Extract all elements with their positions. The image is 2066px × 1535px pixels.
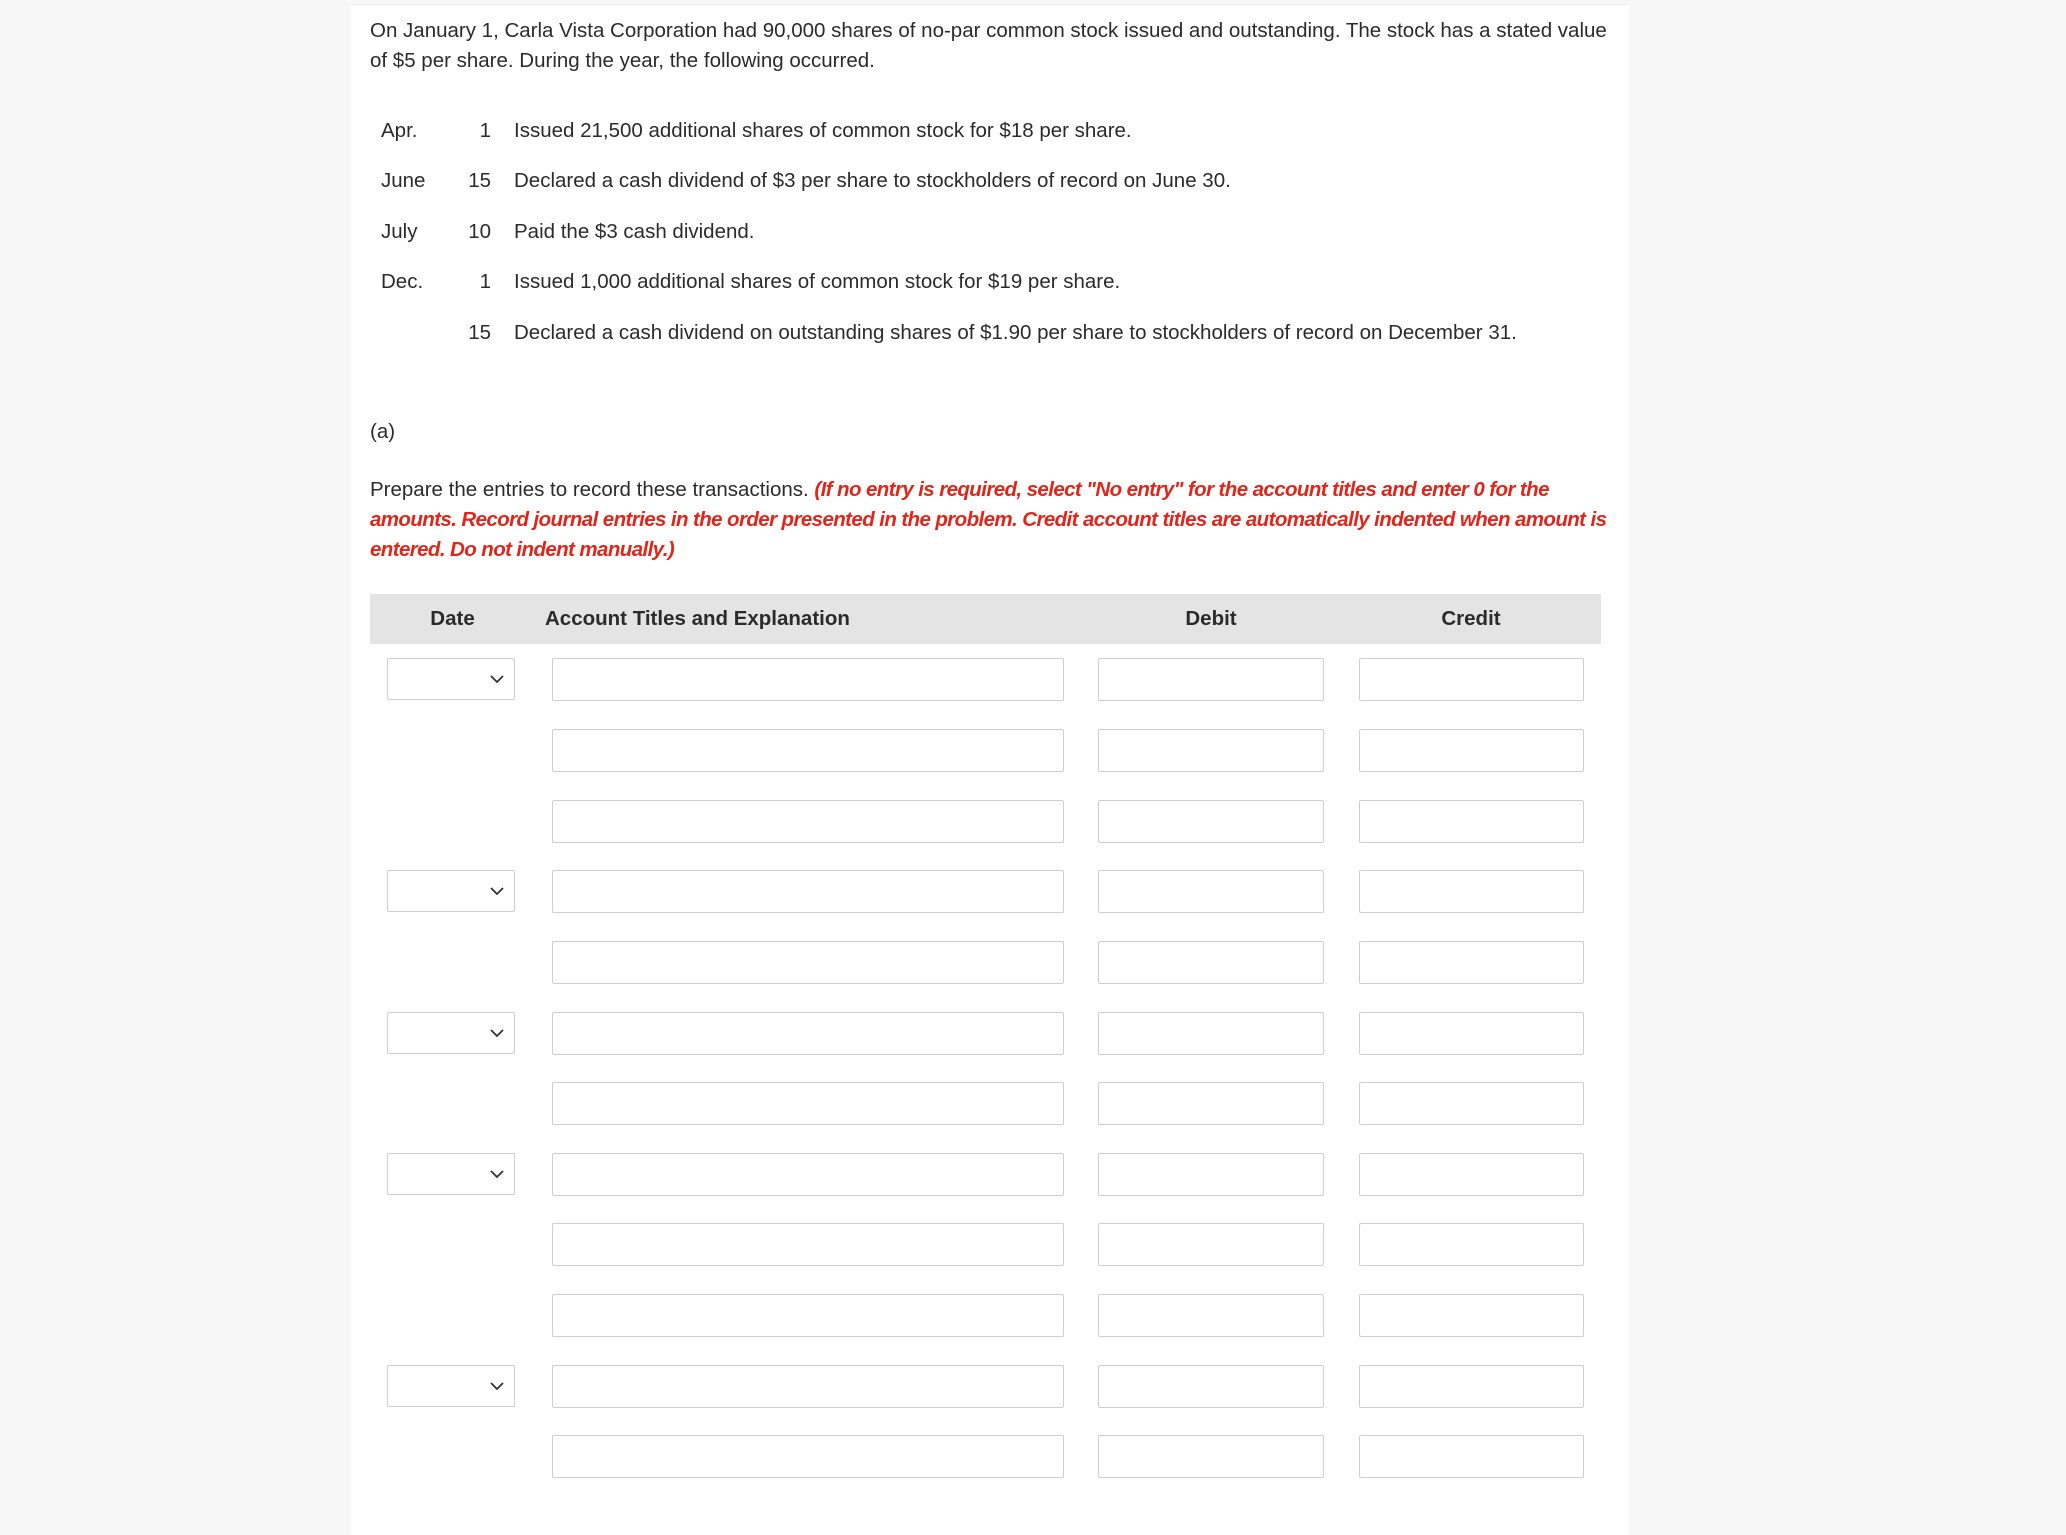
journal-row bbox=[370, 1294, 1601, 1338]
transaction-description: Paid the $3 cash dividend. bbox=[514, 220, 755, 243]
transaction-row bbox=[381, 217, 1621, 247]
journal-row bbox=[370, 1435, 1601, 1479]
credit-input[interactable] bbox=[1359, 941, 1584, 984]
account-title-input[interactable] bbox=[552, 1223, 1064, 1266]
journal-header bbox=[370, 594, 1601, 644]
credit-input[interactable] bbox=[1359, 1153, 1584, 1196]
instruction-note: (If no entry is required, select "No entry" for the account titles and enter 0 for the amounts. Record journal entries in the order presented in the problem. Credit account titles are automatically indented when amount is entered. Do not indent manually.) bbox=[370, 478, 1607, 561]
credit-input[interactable] bbox=[1359, 729, 1584, 772]
transaction-day: 1 bbox=[479, 270, 491, 293]
transaction-day: 10 bbox=[468, 220, 491, 243]
date-select[interactable] bbox=[387, 1153, 515, 1195]
chevron-down-icon bbox=[488, 882, 506, 900]
debit-input[interactable] bbox=[1098, 1365, 1324, 1408]
debit-input[interactable] bbox=[1098, 1435, 1324, 1478]
transaction-day: 15 bbox=[468, 169, 491, 192]
account-title-input[interactable] bbox=[552, 870, 1064, 913]
account-title-input[interactable] bbox=[552, 1294, 1064, 1337]
chevron-down-icon bbox=[488, 1377, 506, 1395]
journal-row bbox=[370, 1365, 1601, 1409]
credit-input[interactable] bbox=[1359, 1435, 1584, 1478]
chevron-down-icon bbox=[488, 1165, 506, 1183]
debit-input[interactable] bbox=[1098, 870, 1324, 913]
credit-input[interactable] bbox=[1359, 1294, 1584, 1337]
credit-input[interactable] bbox=[1359, 1082, 1584, 1125]
debit-input[interactable] bbox=[1098, 658, 1324, 701]
date-select[interactable] bbox=[387, 870, 515, 912]
debit-input[interactable] bbox=[1098, 800, 1324, 843]
date-select[interactable] bbox=[387, 1012, 515, 1054]
credit-input[interactable] bbox=[1359, 870, 1584, 913]
transaction-description: Declared a cash dividend on outstanding shares of $1.90 per share to stockholders of record on December 31. bbox=[514, 321, 1517, 344]
debit-input[interactable] bbox=[1098, 1223, 1324, 1266]
transaction-description: Issued 21,500 additional shares of common stock for $18 per share. bbox=[514, 119, 1132, 142]
instructions bbox=[370, 475, 1610, 565]
part-label: (a) bbox=[370, 420, 396, 443]
credit-input[interactable] bbox=[1359, 800, 1584, 843]
transaction-row bbox=[381, 166, 1621, 196]
journal-row bbox=[370, 800, 1601, 844]
debit-input[interactable] bbox=[1098, 1012, 1324, 1055]
date-select[interactable] bbox=[387, 658, 515, 700]
credit-input[interactable] bbox=[1359, 1223, 1584, 1266]
credit-input[interactable] bbox=[1359, 1365, 1584, 1408]
transaction-description: Declared a cash dividend of $3 per share to stockholders of record on June 30. bbox=[514, 169, 1231, 192]
problem-intro: On January 1, Carla Vista Corporation had 90,000 shares of no-par common stock issued and outstanding. The stock has a stated value of $5 per share. During the year, the following occurred. bbox=[370, 19, 1607, 72]
chevron-down-icon bbox=[488, 670, 506, 688]
account-title-input[interactable] bbox=[552, 1153, 1064, 1196]
credit-column-header: Credit bbox=[1441, 607, 1501, 630]
date-select[interactable] bbox=[387, 1365, 515, 1407]
account-title-input[interactable] bbox=[552, 941, 1064, 984]
account-title-input[interactable] bbox=[552, 658, 1064, 701]
account-column-header: Account Titles and Explanation bbox=[545, 607, 850, 630]
transaction-row bbox=[381, 318, 1621, 348]
debit-input[interactable] bbox=[1098, 1153, 1324, 1196]
account-title-input[interactable] bbox=[552, 1082, 1064, 1125]
account-title-input[interactable] bbox=[552, 1435, 1064, 1478]
journal-row bbox=[370, 1153, 1601, 1197]
journal-row bbox=[370, 870, 1601, 914]
chevron-down-icon bbox=[488, 1024, 506, 1042]
transaction-day: 15 bbox=[468, 321, 491, 344]
debit-input[interactable] bbox=[1098, 729, 1324, 772]
credit-input[interactable] bbox=[1359, 658, 1584, 701]
transaction-row bbox=[381, 267, 1621, 297]
transaction-row bbox=[381, 116, 1621, 146]
account-title-input[interactable] bbox=[552, 1365, 1064, 1408]
debit-input[interactable] bbox=[1098, 941, 1324, 984]
journal-row bbox=[370, 658, 1601, 702]
account-title-input[interactable] bbox=[552, 729, 1064, 772]
transaction-month: Apr. bbox=[381, 119, 418, 142]
journal-row bbox=[370, 729, 1601, 773]
transaction-description: Issued 1,000 additional shares of common stock for $19 per share. bbox=[514, 270, 1121, 293]
journal-row bbox=[370, 1223, 1601, 1267]
credit-input[interactable] bbox=[1359, 1012, 1584, 1055]
transaction-day: 1 bbox=[479, 119, 491, 142]
debit-input[interactable] bbox=[1098, 1294, 1324, 1337]
transaction-month: Dec. bbox=[381, 270, 424, 293]
transaction-month: July bbox=[381, 220, 418, 243]
transaction-month: June bbox=[381, 169, 426, 192]
account-title-input[interactable] bbox=[552, 1012, 1064, 1055]
date-column-header: Date bbox=[430, 607, 475, 630]
instruction-text: Prepare the entries to record these transactions. bbox=[370, 478, 815, 501]
journal-row bbox=[370, 1082, 1601, 1126]
debit-column-header: Debit bbox=[1185, 607, 1237, 630]
journal-row bbox=[370, 941, 1601, 985]
debit-input[interactable] bbox=[1098, 1082, 1324, 1125]
account-title-input[interactable] bbox=[552, 800, 1064, 843]
journal-row bbox=[370, 1012, 1601, 1056]
